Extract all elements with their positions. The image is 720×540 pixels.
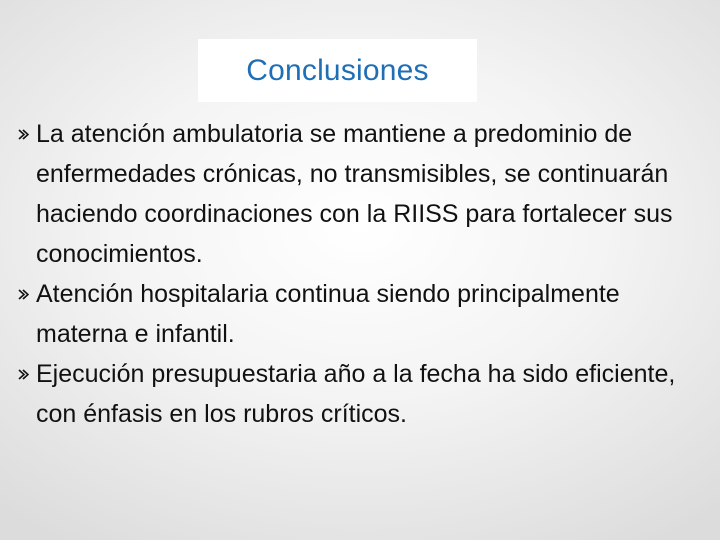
bullet-text: Atención hospitalaria continua siendo principalmente materna e infantil. [36,280,620,348]
bullet-item [18,354,718,434]
title-box [198,39,477,102]
slide-title: Conclusiones [246,53,429,87]
bullet-item [18,274,718,354]
arrowhead-bullet-icon [18,354,32,394]
arrowhead-bullet-icon [18,274,32,314]
bullet-item [18,114,718,274]
bullet-text: La atención ambulatoria se mantiene a predominio de enfermedades crónicas, no transmisibles, se continuarán haciendo coordinaciones con la RIISS para fortalecer sus conocimientos. [36,120,673,268]
bullet-text: Ejecución presupuestaria año a la fecha ha sido eficiente, con énfasis en los rubros críticos. [36,360,676,428]
bullet-list [18,114,718,434]
arrowhead-bullet-icon [18,114,32,154]
